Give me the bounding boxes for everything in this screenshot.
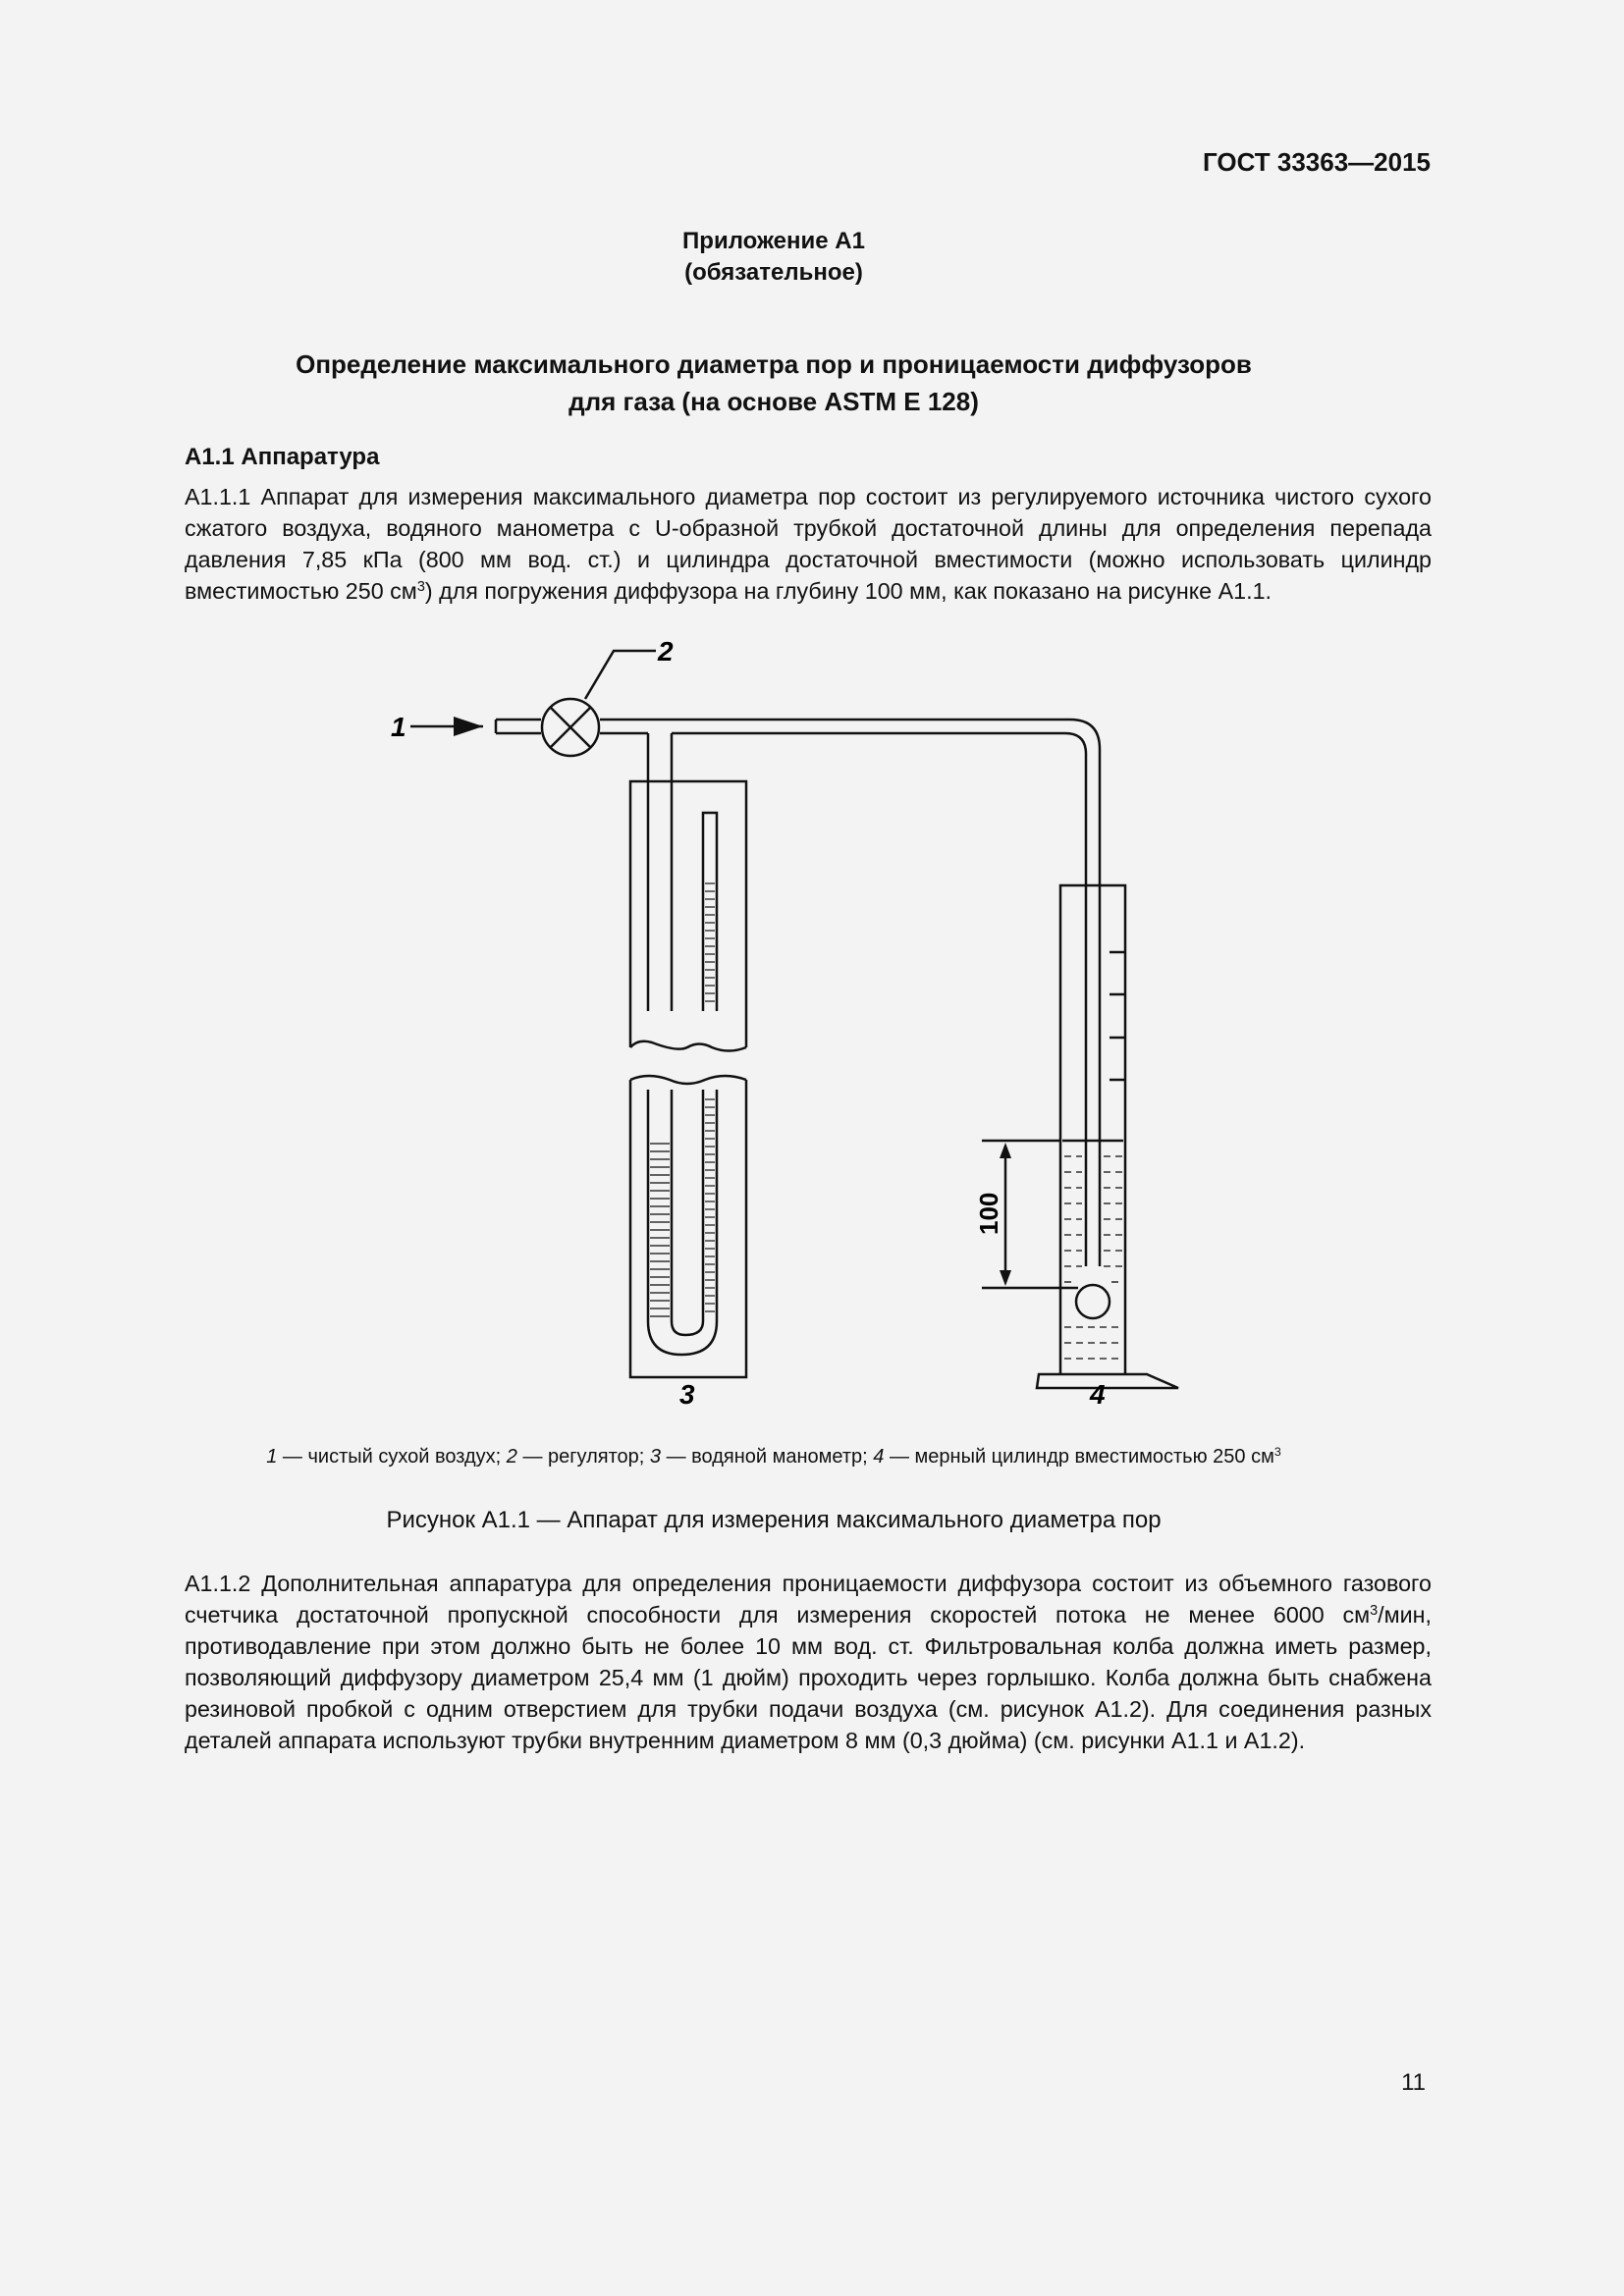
para2-text-end: /мин, противодавление при этом должно быть не более 10 мм вод. ст. Фильтровальная колба должна иметь размер, позволяющий диффузору диаметром 25,4 мм (1 дюйм) проходить через горлышко. Колба должна быть снабжена резиновой пробкой с одним отверстием для трубки подачи воздуха (см. рисунок А1.2). Для соединения разных деталей аппарата используют трубки внутренним диаметром 8 мм (0,3 дюйма) (см. рисунки А1.1 и А1.2). bbox=[185, 1602, 1432, 1753]
label-4: 4 bbox=[1090, 1379, 1106, 1410]
legend-number-1: 1 bbox=[266, 1446, 278, 1468]
legend-text-1: — чистый сухой воздух; bbox=[277, 1446, 507, 1468]
para1-text-start: А1.1.1 Аппарат для измерения максимального диаметра пор состоит из регулируемого источника чистого сухого сжатого воздуха, водяного манометра с U-образной трубкой достаточной длины для определения перепада давления 7,85 кПа (800 мм вод. ст.) и цилиндра достаточной вместимости (можно использовать цилиндр вместимостью 250 см bbox=[185, 484, 1432, 604]
figure-legend bbox=[116, 1446, 1432, 1468]
title-line-2: для газа (на основе ASTM E 128) bbox=[568, 387, 979, 416]
annex-status: (обязательное) bbox=[684, 259, 863, 286]
para2-superscript: 3 bbox=[1370, 1603, 1379, 1620]
annex-title: Приложение А1 bbox=[682, 228, 865, 254]
section-heading: А1.1 Аппаратура bbox=[185, 444, 380, 470]
cylinder-water bbox=[1064, 1156, 1122, 1359]
break-line-lower bbox=[630, 1076, 746, 1084]
page-number: 11 bbox=[1401, 2069, 1426, 2096]
legend-number-3: 3 bbox=[649, 1446, 662, 1468]
regulator-icon bbox=[542, 699, 599, 756]
legend-superscript: 3 bbox=[1273, 1445, 1281, 1460]
para1-superscript: 3 bbox=[416, 579, 425, 596]
title-line-1: Определение максимального диаметра пор и проницаемости диффузоров bbox=[296, 349, 1252, 379]
para2-text-start: А1.1.2 Дополнительная аппаратура для определения проницаемости диффузора состоит из объемного газового счетчика достаточной пропускной способности для измерения скоростей потока не менее 6000 см bbox=[185, 1571, 1432, 1628]
dimension-label: 100 bbox=[974, 1192, 1003, 1235]
legend-text-4: — мерный цилиндр вместимостью 250 см bbox=[884, 1446, 1274, 1468]
legend-text-2: — регулятор; bbox=[516, 1446, 650, 1468]
cylinder-base bbox=[1037, 1374, 1178, 1388]
diffuser-bulb bbox=[1076, 1285, 1110, 1318]
paragraph-a1-1-2 bbox=[116, 1568, 1432, 1756]
leader-2 bbox=[585, 651, 656, 699]
legend-text-3: — водяной манометр; bbox=[661, 1446, 874, 1468]
dim-arrow-top bbox=[1000, 1143, 1011, 1158]
cylinder-graduations bbox=[1062, 952, 1125, 1141]
standard-number: ГОСТ 33363—2015 bbox=[1203, 147, 1431, 177]
legend-number-4: 4 bbox=[873, 1446, 885, 1468]
break-line-upper bbox=[630, 1041, 746, 1051]
inlet-pipe bbox=[496, 720, 541, 733]
figure-caption: Рисунок А1.1 — Аппарат для измерения максимального диаметра пор bbox=[386, 1507, 1162, 1533]
legend-number-2: 2 bbox=[506, 1446, 517, 1468]
para1-text-end: ) для погружения диффузора на глубину 100 мм, как показано на рисунке А1.1. bbox=[424, 578, 1272, 604]
cylinder-wall bbox=[1060, 885, 1125, 1374]
pipe-outer bbox=[600, 720, 1100, 1266]
manometer-branch bbox=[648, 733, 672, 1011]
u-tube-inner bbox=[672, 1090, 703, 1335]
label-1: 1 bbox=[391, 712, 406, 742]
label-2: 2 bbox=[658, 636, 674, 667]
manometer-right-tube-upper bbox=[703, 813, 717, 1011]
u-tube-water bbox=[650, 1099, 715, 1316]
label-3: 3 bbox=[679, 1379, 695, 1410]
manometer-scale bbox=[705, 883, 715, 1001]
dim-arrow-bottom bbox=[1000, 1270, 1011, 1286]
